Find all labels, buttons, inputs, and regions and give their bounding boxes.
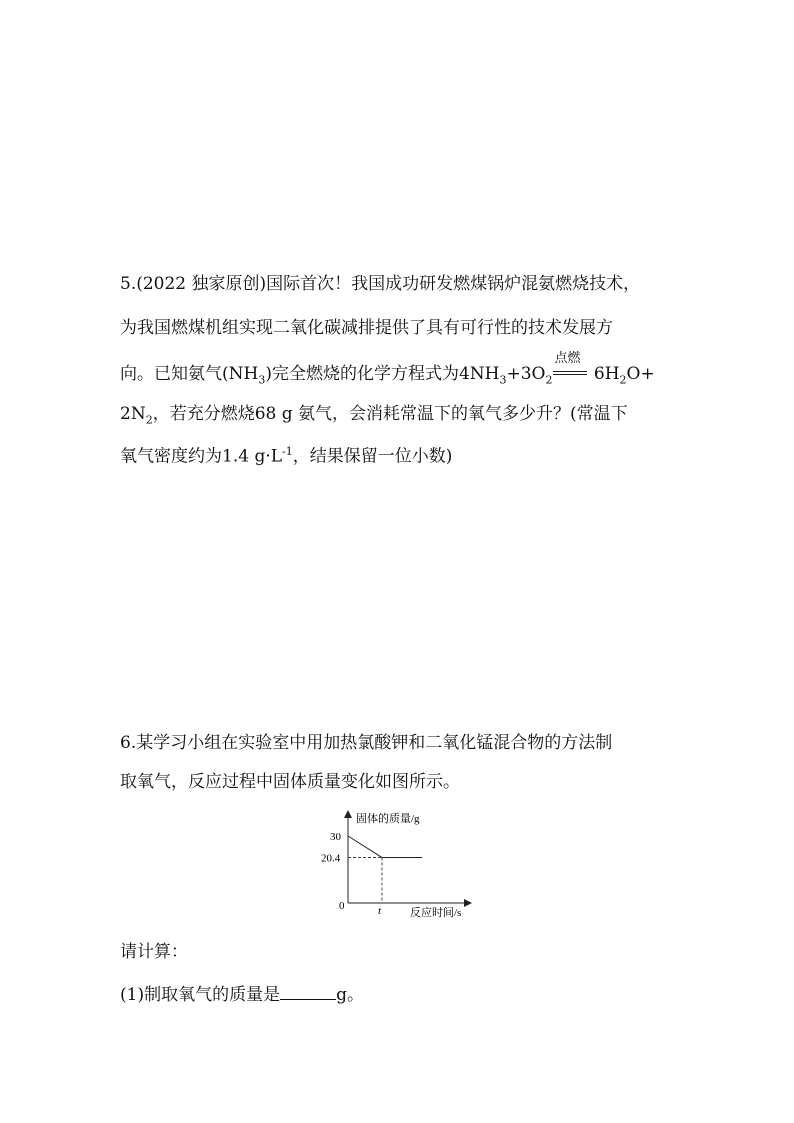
x-tick-label: t	[378, 905, 382, 917]
q5-line-2: 为我国燃煤机组实现二氧化碳减排提供了具有可行性的技术发展方	[120, 318, 613, 338]
q5-sup: -1	[282, 445, 293, 458]
q5-line-1: 5.(2022 独家原创)国际首次！我国成功研发燃煤锅炉混氨燃烧技术，	[120, 274, 641, 294]
origin-label: 0	[339, 900, 345, 912]
q5-sub-3: 2	[545, 373, 553, 387]
q6-sub1-prefix: (1)制取氧气的质量是	[120, 985, 281, 1005]
q5-sub-4: 2	[619, 373, 627, 387]
q5-sub-1: 3	[258, 373, 266, 387]
answer-blank[interactable]	[280, 981, 336, 1000]
mass-time-chart	[318, 808, 478, 920]
y-tick-label-20-4: 20.4	[321, 852, 341, 865]
y-tick-label-30: 30	[330, 831, 341, 843]
condition-label: 点燃	[554, 350, 581, 366]
q6-prompt: 请计算：	[120, 942, 188, 962]
q6-sub1-suffix: g。	[336, 985, 364, 1005]
equals-bar-top	[553, 371, 587, 372]
q5-sub-5: 2	[145, 413, 153, 427]
q5-line3-suffix: 6H	[588, 364, 620, 384]
q5-line-3	[120, 350, 655, 392]
q5-line3-prefix: 向。已知氨气(NH	[120, 364, 259, 384]
q5-line4-rest: ，若充分燃烧68 g 氨气，会消耗常温下的氧气多少升？(常温下	[152, 404, 628, 424]
y-axis-label: 固体的质量/g	[356, 813, 420, 825]
equals-bar-bottom	[553, 374, 587, 375]
reaction-condition	[553, 350, 589, 385]
q6-line-2: 取氧气，反应过程中固体质量变化如图所示。	[120, 772, 460, 792]
q5-line-4	[120, 402, 628, 432]
q5-line-5	[120, 440, 452, 469]
q6-sub-question-1	[120, 981, 364, 1007]
q5-line4-prefix: 2N	[120, 404, 146, 424]
series-line	[348, 836, 422, 857]
q5-line5-rest: ，结果保留一位小数)	[292, 446, 453, 467]
q5-line3-mid2: +3O	[506, 364, 546, 384]
q5-line3-mid: )完全燃烧的化学方程式为4NH	[265, 364, 500, 384]
q5-sub-2: 3	[499, 373, 507, 387]
q5-line3-end: O+	[626, 364, 655, 384]
x-axis-label: 反应时间/s	[410, 907, 462, 919]
q6-line-1: 6.某学习小组在实验室中用加热氯酸钾和二氧化锰混合物的方法制	[120, 733, 613, 753]
q5-line5-prefix: 氧气密度约为1.4 g·L	[120, 446, 283, 467]
